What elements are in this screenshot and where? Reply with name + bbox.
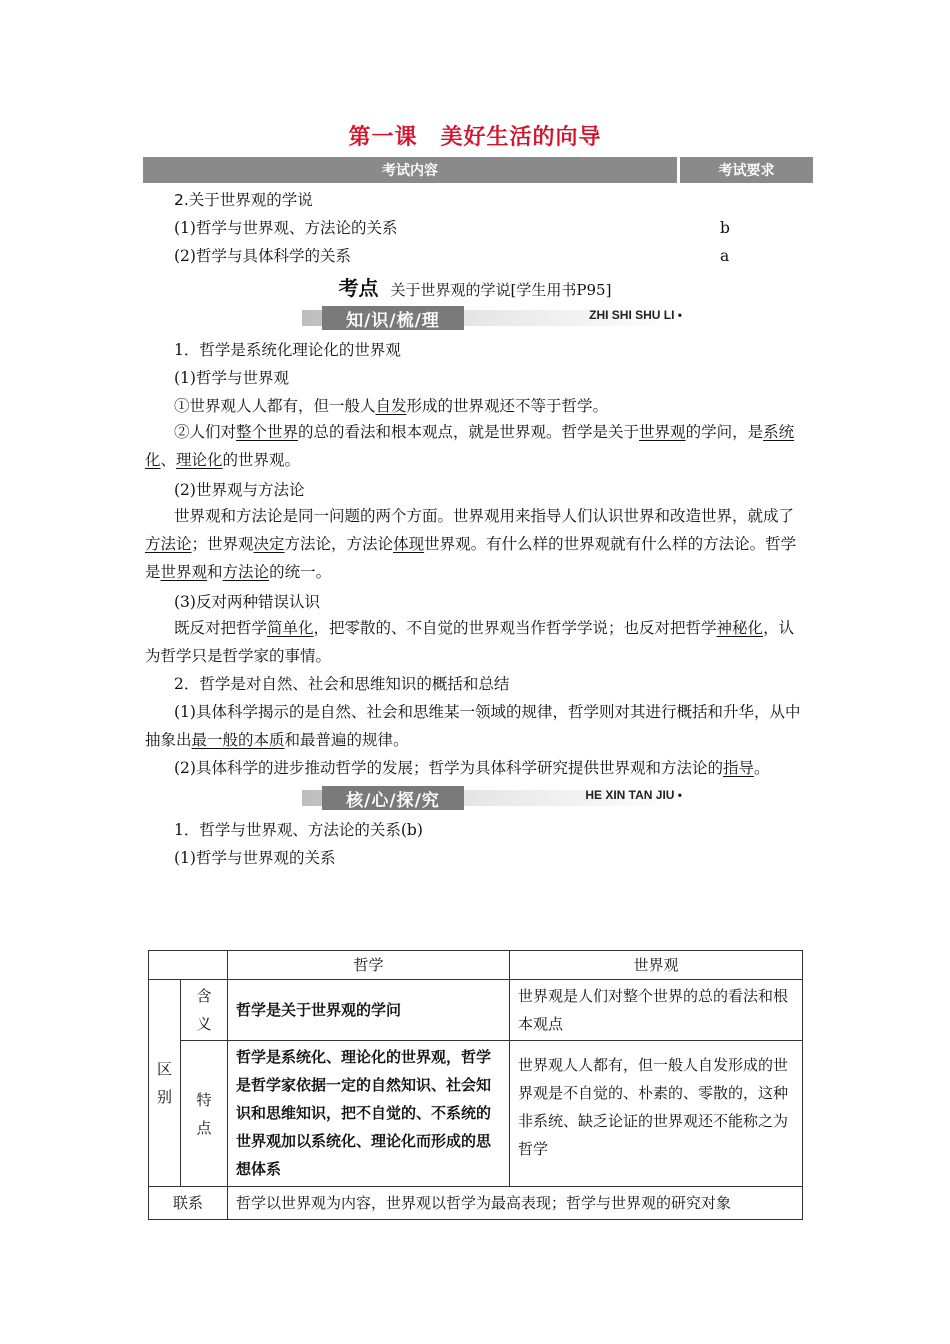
knowledge-section-2-title: 2．哲学是对自然、社会和思维知识的概括和总结 bbox=[174, 675, 510, 693]
relation-text: 哲学以世界观为内容，世界观以哲学为最高表现；哲学与世界观的研究对象 bbox=[228, 1187, 803, 1220]
key-term: 决定 bbox=[253, 535, 285, 553]
knowledge-subsection-1: (1)哲学与世界观 bbox=[174, 369, 289, 387]
key-term: 方法论 bbox=[222, 563, 270, 581]
meaning-philosophy: 哲学是关于世界观的学问 bbox=[228, 980, 510, 1041]
knowledge-paragraph-5: (1)具体科学揭示的是自然、社会和思维某一领域的规律，哲学则对其进行概括和升华，从中抽象出最一般的本质和最普遍的规律。 bbox=[145, 703, 801, 749]
exam-requirement-header-label: 考试要求 bbox=[718, 163, 775, 179]
key-term: 指导 bbox=[722, 759, 754, 777]
key-term: 整个世界 bbox=[236, 423, 299, 441]
banner-pinyin: HE XIN TAN JIU • bbox=[585, 788, 682, 802]
requirement-item-2: (2)哲学与具体科学的关系 bbox=[174, 247, 351, 265]
meaning-label: 含义 bbox=[181, 980, 228, 1041]
header-philosophy: 哲学 bbox=[228, 951, 510, 980]
knowledge-paragraph-3: 世界观和方法论是同一问题的两个方面。世界观用来指导人们认识世界和改造世界，就成了方法论；世界观决定方法论，方法论体现世界观。有什么样的世界观就有什么样的方法论。哲学是世界观和方法论的统一。 bbox=[145, 507, 797, 581]
characteristics-philosophy: 哲学是系统化、理论化的世界观，哲学是哲学家依据一定的自然知识、社会知识和思维知识，把不自觉的、不系统的世界观加以系统化、理论化而形成的思想体系 bbox=[228, 1041, 510, 1187]
key-term: 最一般的本质 bbox=[191, 731, 285, 749]
section-banner-core bbox=[302, 786, 682, 810]
knowledge-paragraph-1: ①世界观人人都有，但一般人自发形成的世界观还不等于哲学。 bbox=[174, 397, 609, 415]
kaodian-label: 考点 bbox=[338, 276, 379, 300]
knowledge-subsection-2: (2)世界观与方法论 bbox=[174, 481, 305, 499]
banner-pinyin: ZHI SHI SHU LI • bbox=[589, 308, 682, 322]
key-term: 体现 bbox=[393, 535, 425, 553]
key-term: 理论化 bbox=[176, 451, 223, 469]
table-row-relation bbox=[149, 1187, 803, 1220]
section-banner-knowledge bbox=[302, 306, 682, 330]
characteristics-worldview: 世界观人人都有，但一般人自发形成的世界观是不自觉的、朴素的、零散的，这种非系统、缺乏论证的世界观还不能称之为哲学 bbox=[510, 1041, 803, 1187]
table-row-characteristics bbox=[149, 1041, 803, 1187]
banner-label: 核/心/探/究 bbox=[322, 786, 464, 810]
page-title: 第一课 美好生活的向导 bbox=[348, 125, 602, 150]
core-section-1-title: 1．哲学与世界观、方法论的关系(b) bbox=[174, 821, 423, 839]
exam-requirement-header bbox=[680, 157, 813, 183]
table-row-meaning bbox=[149, 980, 803, 1041]
characteristics-label: 特点 bbox=[181, 1041, 228, 1187]
distinction-label: 区别 bbox=[149, 980, 181, 1187]
banner-label: 知/识/梳/理 bbox=[322, 306, 464, 330]
key-term: 简单化 bbox=[267, 619, 314, 637]
key-term: 世界观 bbox=[639, 423, 686, 441]
key-term: 世界观 bbox=[160, 563, 208, 581]
meaning-worldview: 世界观是人们对整个世界的总的看法和根本观点 bbox=[510, 980, 803, 1041]
knowledge-section-1-title: 1．哲学是系统化理论化的世界观 bbox=[174, 341, 401, 359]
table-header-row bbox=[149, 951, 803, 980]
comparison-table bbox=[148, 950, 803, 1220]
knowledge-paragraph-2: ②人们对整个世界的总的看法和根本观点，就是世界观。哲学是关于世界观的学问，是系统化、理论化的世界观。 bbox=[145, 423, 795, 469]
requirement-item-1: (1)哲学与世界观、方法论的关系 bbox=[174, 219, 398, 237]
key-term: 方法论 bbox=[145, 535, 192, 553]
kaodian-heading bbox=[0, 272, 950, 301]
requirement-level-1: b bbox=[720, 219, 730, 237]
key-term: 自发 bbox=[375, 397, 407, 415]
requirement-level-2: a bbox=[720, 247, 730, 265]
kaodian-text: 关于世界观的学说[学生用书P95] bbox=[390, 281, 612, 299]
exam-content-header bbox=[143, 157, 677, 183]
requirement-heading: 2.关于世界观的学说 bbox=[174, 191, 313, 209]
knowledge-paragraph-6: (2)具体科学的进步推动哲学的发展；哲学为具体科学研究提供世界观和方法论的指导。 bbox=[174, 759, 770, 777]
knowledge-subsection-3: (3)反对两种错误认识 bbox=[174, 593, 320, 611]
header-worldview: 世界观 bbox=[510, 951, 803, 980]
relation-label: 联系 bbox=[149, 1187, 228, 1220]
key-term: 神秘化 bbox=[716, 619, 764, 637]
core-subsection-1: (1)哲学与世界观的关系 bbox=[174, 849, 336, 867]
table-corner-cell bbox=[149, 951, 228, 980]
knowledge-paragraph-4: 既反对把哲学简单化，把零散的、不自觉的世界观当作哲学学说；也反对把哲学神秘化，认为哲学只是哲学家的事情。 bbox=[145, 619, 795, 665]
key-term: 系统化 bbox=[145, 423, 795, 469]
exam-content-header-label: 考试内容 bbox=[382, 163, 438, 179]
